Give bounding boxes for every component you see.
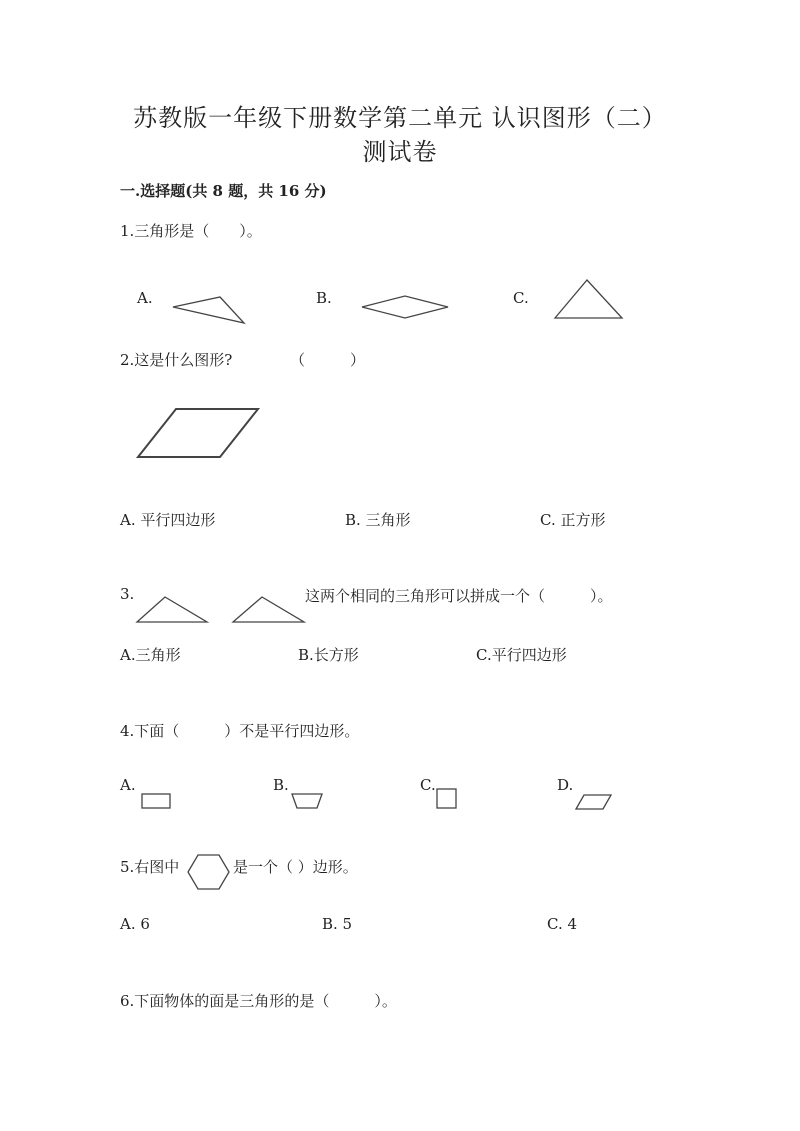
page-subtitle: 测试卷 bbox=[362, 138, 438, 166]
question-3-option-c[interactable]: C.平行四边形 bbox=[476, 646, 567, 664]
question-4-option-d-label[interactable]: D. bbox=[557, 776, 574, 794]
question-2-blank: （ ） bbox=[290, 351, 366, 369]
question-1-stem: 1.三角形是（ ）。 bbox=[120, 222, 262, 240]
question-5-stem-start: 5.右图中 bbox=[120, 858, 180, 876]
section-heading: 一.选择题(共 8 题，共 16 分) bbox=[120, 182, 327, 200]
question-2-option-a[interactable]: A. 平行四边形 bbox=[120, 511, 216, 529]
page-title: 苏教版一年级下册数学第二单元 认识图形（二） bbox=[133, 104, 667, 132]
question-3-number: 3. bbox=[120, 585, 135, 603]
question-3-option-b[interactable]: B.长方形 bbox=[298, 646, 359, 664]
question-3-stem: 这两个相同的三角形可以拼成一个（ ）。 bbox=[305, 587, 613, 605]
question-2-option-b[interactable]: B. 三角形 bbox=[345, 511, 411, 529]
question-6-stem: 6.下面物体的面是三角形的是（ ）。 bbox=[120, 992, 397, 1010]
question-4-option-b-label[interactable]: B. bbox=[273, 776, 289, 794]
question-1-option-a-label[interactable]: A. bbox=[137, 289, 153, 307]
question-5-stem-end: 是一个（ ）边形。 bbox=[233, 858, 358, 876]
question-2-stem: 2.这是什么图形? bbox=[120, 351, 233, 369]
question-3-option-a[interactable]: A.三角形 bbox=[120, 646, 181, 664]
question-5-option-b[interactable]: B. 5 bbox=[322, 915, 353, 933]
question-1-option-b-label[interactable]: B. bbox=[316, 289, 332, 307]
question-5-option-c[interactable]: C. 4 bbox=[547, 915, 578, 933]
question-4-option-a-label[interactable]: A. bbox=[120, 776, 136, 794]
question-2-option-c[interactable]: C. 正方形 bbox=[540, 511, 606, 529]
question-4-option-c-label[interactable]: C. bbox=[420, 776, 436, 794]
question-1-option-c-label[interactable]: C. bbox=[513, 289, 529, 307]
question-4-stem: 4.下面（ ）不是平行四边形。 bbox=[120, 722, 360, 740]
question-5-option-a[interactable]: A. 6 bbox=[120, 915, 150, 933]
